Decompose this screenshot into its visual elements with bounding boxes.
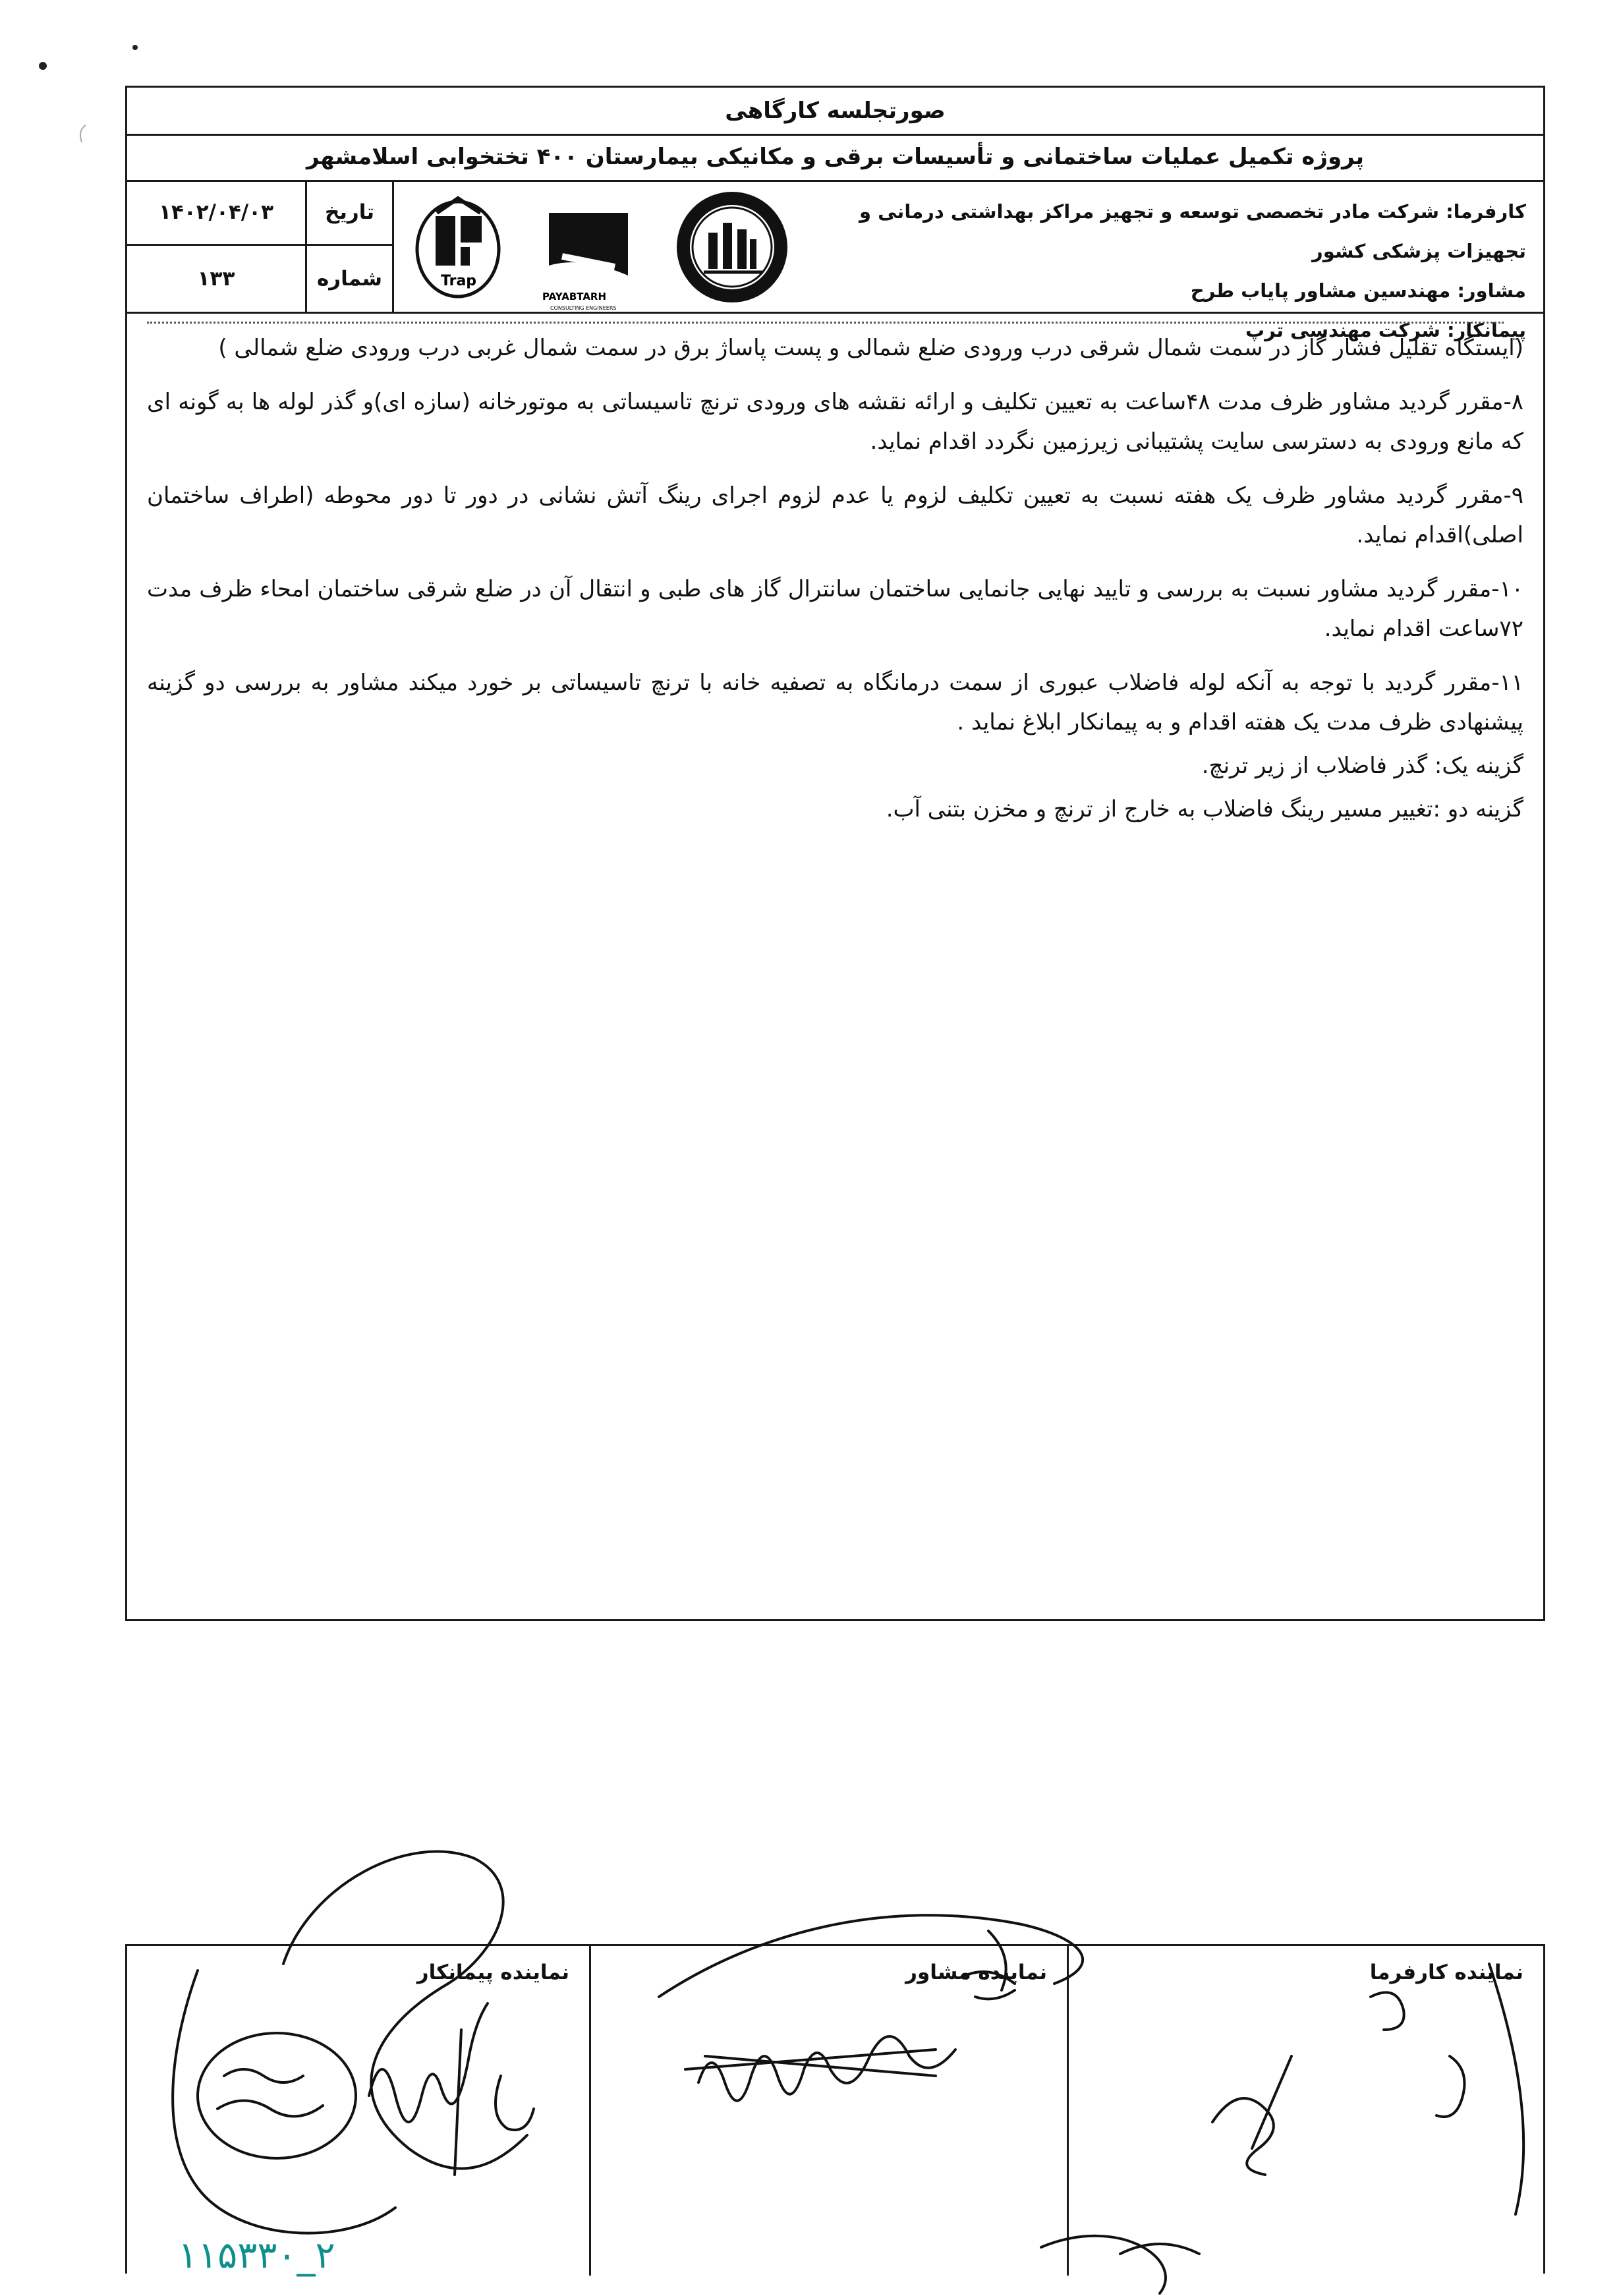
paragraph-item-9: ۹-مقرر گردید مشاور ظرف یک هفته نسبت به تعیین تکلیف لزوم یا عدم لزوم اجرای رینگ آتش نشانی در دور تا دور محوطه (اطراف ساختمان اصلی)اقدام نماید. (147, 482, 1523, 548)
date-number-table (127, 180, 394, 312)
paragraph-item-11: ۱۱-مقرر گردید با توجه به آنکه لوله فاضلاب عبوری از سمت درمانگاه به تصفیه خانه با ترنچ تاسیساتی بر خورد میکند مشاور به بررسی دو گزینه پیشنهادی ظرف مدت یک هفته اقدام و به پیمانکار ابلاغ نماید . (147, 670, 1523, 735)
option-two: گزینه دو :تغییر مسیر رینگ فاضلاب به خارج از ترنچ و مخزن بتنی آب. (886, 796, 1523, 822)
date-value: ۱۴۰۲/۰۴/۰۳ (127, 180, 305, 246)
consultant-rep-label: نماینده مشاور (905, 1961, 1047, 1984)
employer-line: کارفرما: شرکت مادر تخصصی توسعه و تجهیز مراکز بهداشتی درمانی و تجهیزات پزشکی کشور (859, 200, 1526, 262)
date-label: تاریخ (305, 180, 392, 246)
consultant-line: مشاور: مهندسین مشاور پایاب طرح (1190, 279, 1526, 302)
contractor-line: پیمانکار: شرکت مهندسی ترپ (1245, 319, 1526, 341)
employer-rep-label: نماینده کارفرما (1369, 1961, 1523, 1984)
svg-text:CONSULTING ENGINEERS: CONSULTING ENGINEERS (550, 305, 617, 311)
svg-text:PAYABTARH: PAYABTARH (542, 291, 607, 302)
header-info (127, 180, 1543, 341)
signature-table (125, 1944, 1545, 2274)
minutes-body (147, 328, 1523, 844)
number-label: شماره (305, 246, 392, 312)
handwritten-reference-number: ۱۱۵۳۳۰_۲ (178, 2234, 335, 2277)
paragraph-item-8: ۸-مقرر گردید مشاور ظرف مدت ۴۸ساعت به تعیین تکلیف و ارائه نقشه های ورودی ترنچ تاسیساتی به موتورخانه (سازه ای)و گذر لوله ها به گونه ای که مانع ورودی به دسترسی سایت پشتیبانی زیرزمین نگردد اقدام نماید. (147, 389, 1523, 455)
svg-text:Trap: Trap (441, 273, 477, 289)
number-value: ۱۳۳ (197, 267, 235, 291)
consultant-signature-cell (591, 1946, 1069, 2276)
project-title: پروژه تکمیل عملیات ساختمانی و تأسیسات برقی و مکانیکی بیمارستان ۴۰۰ تختخوابی اسلامشهر (127, 134, 1543, 182)
contractor-signature-cell (125, 1946, 591, 2276)
paragraph-item-10: ۱۰-مقرر گردید مشاور نسبت به بررسی و تایید نهایی جانمایی ساختمان سانترال گاز های طبی و انتقال آن در ضلع شرقی ساختمان امحاء ظرف مدت ۷۲ساعت اقدام نماید. (147, 576, 1523, 642)
paragraph-continuation: (ایستگاه تقلیل فشار گاز در سمت شمال شرقی درب ورودی ضلع شمالی و پست پاساژ برق در سمت شمال غربی درب ورودی ضلع شمالی ) (218, 335, 1523, 361)
option-one: گزینه یک: گذر فاضلاب از زیر ترنچ. (1201, 753, 1523, 779)
logos (404, 187, 799, 311)
ministry-emblem-logo (674, 187, 793, 305)
trap-logo (411, 187, 509, 305)
minutes-frame (125, 86, 1545, 1621)
payabtarh-logo (536, 193, 648, 312)
dotted-separator (147, 322, 1504, 324)
parties-block (841, 192, 1526, 350)
contractor-rep-label: نماینده پیمانکار (416, 1961, 569, 1984)
doc-title: صورتجلسه کارگاهی (127, 88, 1543, 136)
employer-signature-cell (1069, 1946, 1543, 2276)
